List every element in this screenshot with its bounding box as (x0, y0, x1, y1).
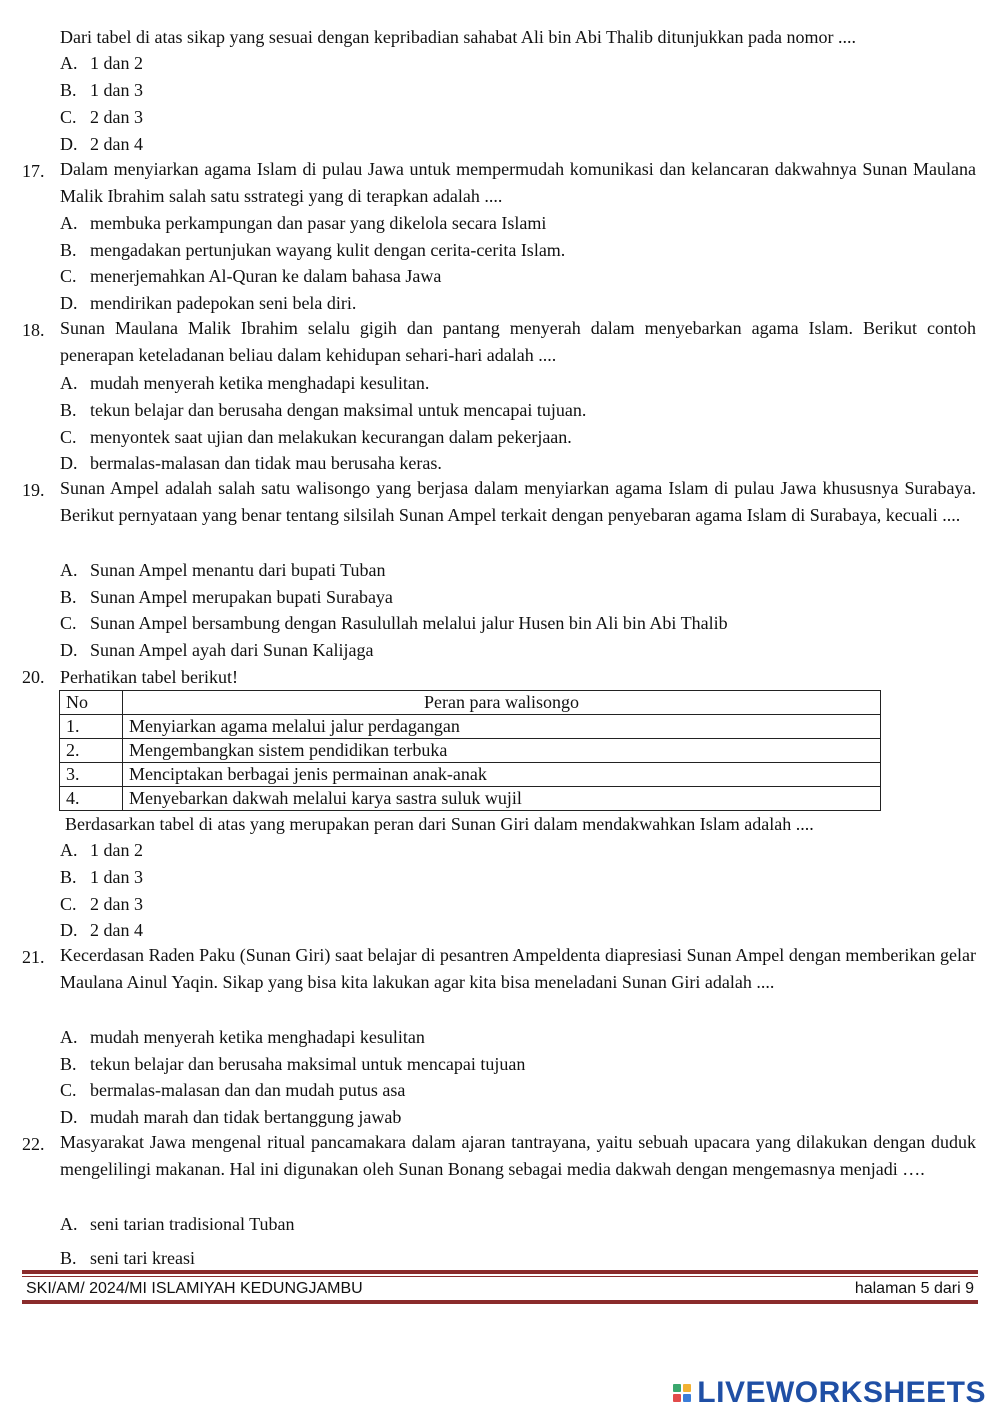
question-21-text: Kecerdasan Raden Paku (Sunan Giri) saat belajar di pesantren Ampeldenta diapresiasi Sunan Ampel dengan memberikan gelar Maulana Ainul Yaqin. Sikap yang bisa kita lakukan agar kita bisa meneladani Sunan Giri adalah .... (60, 945, 976, 992)
option-text: mengadakan pertunjukan wayang kulit dengan cerita-cerita Islam. (90, 240, 566, 260)
q20-option-b[interactable] (60, 866, 143, 888)
table-header-peran: Peran para walisongo (123, 691, 881, 715)
q22-option-b[interactable] (60, 1247, 195, 1269)
option-text: Sunan Ampel ayah dari Sunan Kalijaga (90, 640, 374, 660)
option-letter: B. (60, 80, 77, 100)
option-letter: D. (60, 1107, 78, 1127)
option-letter: A. (60, 373, 78, 393)
question-number: 20. (22, 667, 45, 687)
option-letter: D. (60, 134, 78, 154)
q19-option-a[interactable] (60, 559, 385, 581)
q21-option-b[interactable] (60, 1053, 525, 1075)
option-text: 1 dan 2 (90, 53, 143, 73)
q17-option-a[interactable] (60, 212, 546, 234)
table-header-row (60, 691, 881, 715)
question-number: 17. (22, 161, 45, 181)
table-cell-no: 1. (60, 715, 123, 739)
option-text: bermalas-malasan dan dan mudah putus asa (90, 1080, 406, 1100)
q19-option-d[interactable] (60, 639, 373, 661)
q21-option-d[interactable] (60, 1106, 401, 1128)
option-text: 1 dan 3 (90, 867, 143, 887)
footer-page-number: halaman 5 dari 9 (854, 1280, 974, 1297)
q18-option-c[interactable] (60, 426, 572, 448)
option-letter: A. (60, 1214, 78, 1234)
option-text: Sunan Ampel merupakan bupati Surabaya (90, 587, 393, 607)
question-number: 18. (22, 320, 45, 340)
q16-option-a[interactable] (60, 52, 143, 74)
option-text: mudah menyerah ketika menghadapi kesulitan. (90, 373, 430, 393)
table-row (60, 739, 881, 763)
option-letter: A. (60, 1027, 78, 1047)
option-letter: A. (60, 53, 78, 73)
question-17-text: Dalam menyiarkan agama Islam di pulau Jawa untuk mempermudah komunikasi dan kelancaran dakwahnya Sunan Maulana Malik Ibrahim salah satu sstrategi yang di terapkan adalah .... (60, 159, 976, 206)
question-20-after-table: Berdasarkan tabel di atas yang merupakan peran dari Sunan Giri dalam mendakwahkan Islam adalah .... (65, 814, 814, 834)
question-number: 19. (22, 480, 45, 500)
option-letter: D. (60, 453, 78, 473)
option-text: 1 dan 2 (90, 840, 143, 860)
footer-rule-top (22, 1270, 978, 1274)
q18-option-d[interactable] (60, 452, 442, 474)
option-text: 2 dan 3 (90, 107, 143, 127)
option-letter: C. (60, 427, 77, 447)
question-number: 21. (22, 947, 45, 967)
option-text: mendirikan padepokan seni bela diri. (90, 293, 357, 313)
table-cell-no: 3. (60, 763, 123, 787)
table-header-no: No (60, 691, 123, 715)
option-text: mudah marah dan tidak bertanggung jawab (90, 1107, 402, 1127)
q20-option-a[interactable] (60, 839, 143, 861)
option-letter: C. (60, 266, 77, 286)
option-letter: B. (60, 400, 77, 420)
option-letter: B. (60, 240, 77, 260)
q16-option-d[interactable] (60, 133, 143, 155)
option-letter: B. (60, 1248, 77, 1268)
option-letter: C. (60, 894, 77, 914)
footer-rule-bottom (22, 1300, 978, 1304)
option-text: menyontek saat ujian dan melakukan kecurangan dalam pekerjaan. (90, 427, 572, 447)
q22-option-a[interactable] (60, 1213, 294, 1235)
table-cell-peran: Menyiarkan agama melalui jalur perdagangan (123, 715, 881, 739)
option-letter: A. (60, 840, 78, 860)
option-text: seni tarian tradisional Tuban (90, 1214, 295, 1234)
option-letter: B. (60, 1054, 77, 1074)
question-number: 22. (22, 1134, 45, 1154)
option-text: 1 dan 3 (90, 80, 143, 100)
q17-option-b[interactable] (60, 239, 565, 261)
footer-doc-code: SKI/AM/ 2024/MI ISLAMIYAH KEDUNGJAMBU (26, 1280, 363, 1297)
q19-option-b[interactable] (60, 586, 393, 608)
option-letter: D. (60, 293, 78, 313)
option-letter: C. (60, 107, 77, 127)
option-text: seni tari kreasi (90, 1248, 195, 1268)
q16-tail-text: Dari tabel di atas sikap yang sesuai dengan kepribadian sahabat Ali bin Abi Thalib ditunjukkan pada nomor .... (60, 27, 856, 47)
table-row (60, 763, 881, 787)
table-cell-peran: Mengembangkan sistem pendidikan terbuka (123, 739, 881, 763)
q21-option-c[interactable] (60, 1079, 405, 1101)
q20-option-d[interactable] (60, 919, 143, 941)
option-text: menerjemahkan Al-Quran ke dalam bahasa Jawa (90, 266, 442, 286)
q17-option-c[interactable] (60, 265, 441, 287)
footer-rule-thin (22, 1276, 978, 1277)
option-text: mudah menyerah ketika menghadapi kesulitan (90, 1027, 425, 1047)
walisongo-table (59, 690, 881, 811)
q18-option-b[interactable] (60, 399, 586, 421)
table-row (60, 715, 881, 739)
option-letter: C. (60, 613, 77, 633)
q20-option-c[interactable] (60, 893, 143, 915)
option-letter: C. (60, 1080, 77, 1100)
option-letter: B. (60, 867, 77, 887)
table-cell-no: 4. (60, 787, 123, 811)
question-20-text: Perhatikan tabel berikut! (60, 667, 238, 687)
q16-option-c[interactable] (60, 106, 143, 128)
q17-option-d[interactable] (60, 292, 356, 314)
liveworksheets-logo-text: LIVEWORKSHEETS (697, 1376, 986, 1409)
question-22-text: Masyarakat Jawa mengenal ritual pancamakara dalam ajaran tantrayana, yaitu sebuah upacara yang dilakukan dengan duduk mengelilingi makanan. Hal ini digunakan oleh Sunan Bonang sebagai media dakwah dengan mengemasnya menjadi …. (60, 1132, 976, 1179)
option-text: 2 dan 4 (90, 134, 143, 154)
option-letter: A. (60, 213, 78, 233)
liveworksheets-icon (673, 1384, 691, 1402)
option-text: Sunan Ampel bersambung dengan Rasulullah melalui jalur Husen bin Ali bin Abi Thalib (90, 613, 728, 633)
q21-option-a[interactable] (60, 1026, 425, 1048)
question-19-text: Sunan Ampel adalah salah satu walisongo yang berjasa dalam menyiarkan agama Islam di pulau Jawa khususnya Surabaya. Berikut pernyataan yang benar tentang silsilah Sunan Ampel terkait dengan penyebaran agama Islam di Surabaya, kecuali .... (60, 478, 976, 525)
option-text: 2 dan 4 (90, 920, 143, 940)
option-letter: D. (60, 920, 78, 940)
table-row (60, 787, 881, 811)
q16-option-b[interactable] (60, 79, 143, 101)
option-text: bermalas-malasan dan tidak mau berusaha keras. (90, 453, 442, 473)
option-text: 2 dan 3 (90, 894, 143, 914)
option-text: tekun belajar dan berusaha maksimal untuk mencapai tujuan (90, 1054, 526, 1074)
option-text: tekun belajar dan berusaha dengan maksimal untuk mencapai tujuan. (90, 400, 587, 420)
liveworksheets-logo[interactable] (673, 1376, 986, 1410)
option-text: Sunan Ampel menantu dari bupati Tuban (90, 560, 386, 580)
table-cell-peran: Menciptakan berbagai jenis permainan anak-anak (123, 763, 881, 787)
option-letter: A. (60, 560, 78, 580)
option-text: membuka perkampungan dan pasar yang dikelola secara Islami (90, 213, 547, 233)
table-cell-peran: Menyebarkan dakwah melalui karya sastra suluk wujil (123, 787, 881, 811)
question-18-text: Sunan Maulana Malik Ibrahim selalu gigih dan pantang menyerah dalam menyebarkan agama Islam. Berikut contoh penerapan keteladanan beliau dalam kehidupan sehari-hari adalah .... (60, 318, 976, 365)
option-letter: B. (60, 587, 77, 607)
option-letter: D. (60, 640, 78, 660)
table-cell-no: 2. (60, 739, 123, 763)
q18-option-a[interactable] (60, 372, 429, 394)
q19-option-c[interactable] (60, 612, 728, 634)
